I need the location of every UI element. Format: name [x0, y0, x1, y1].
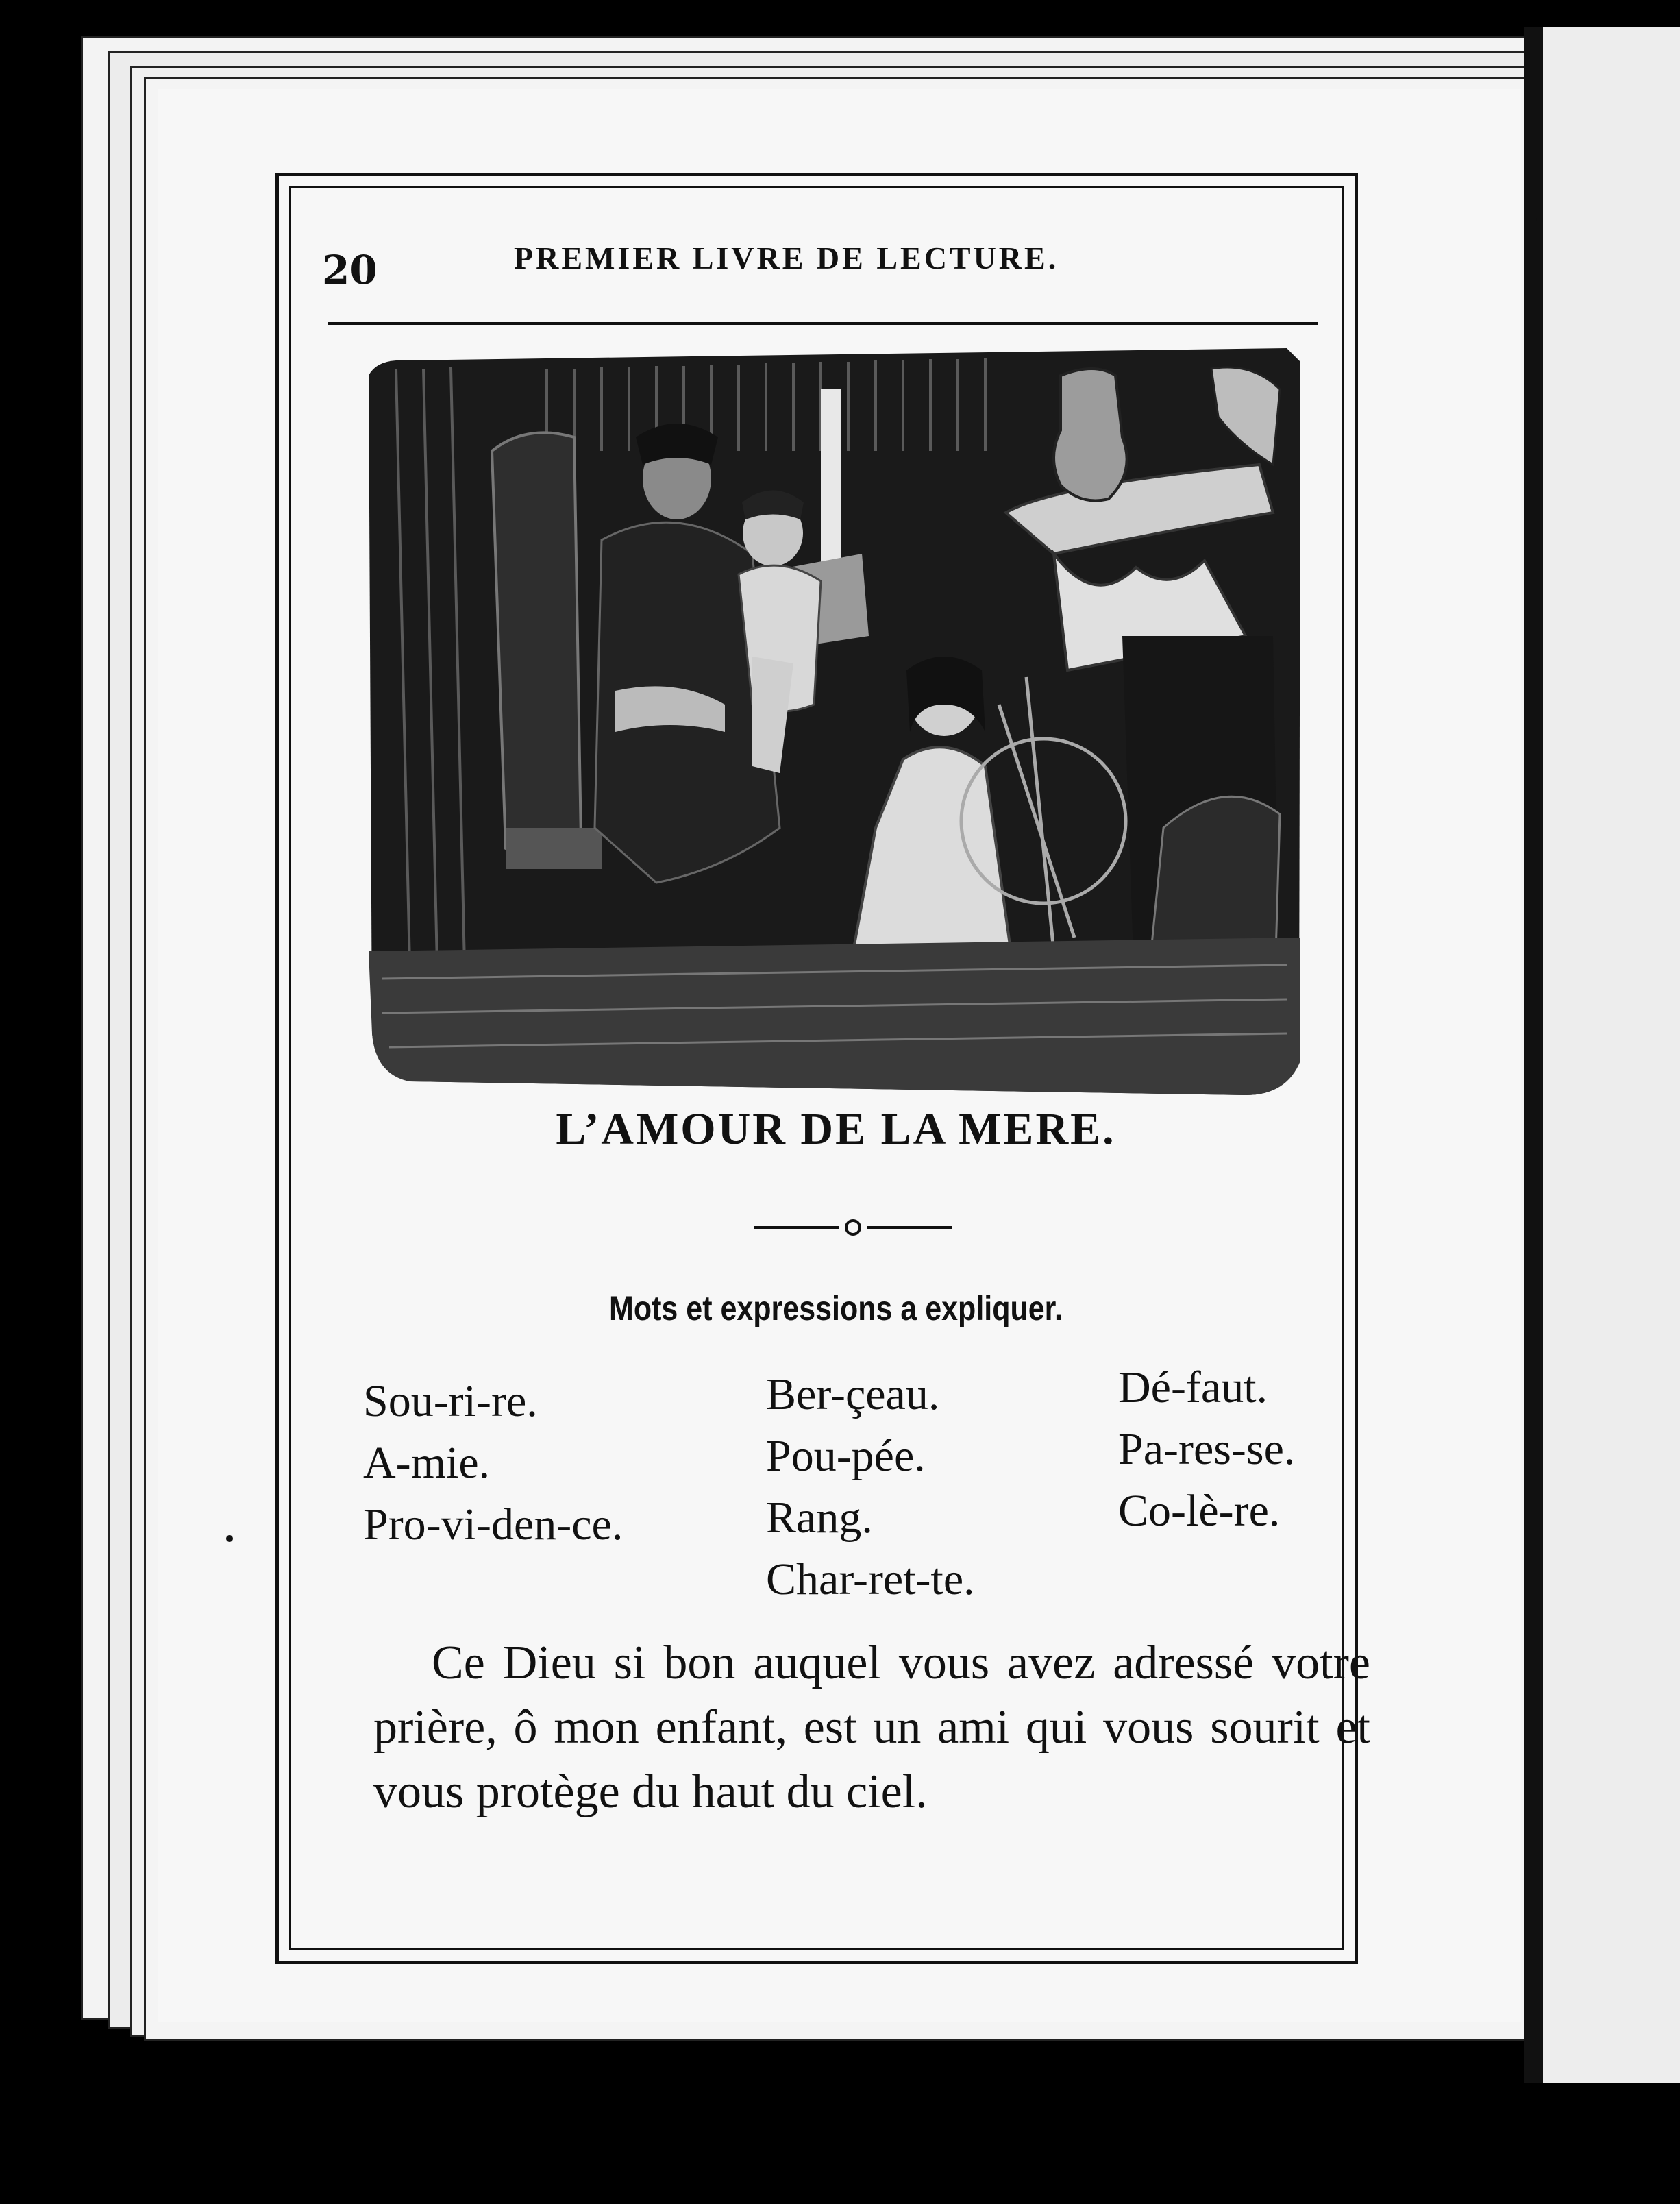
speck: [226, 1535, 233, 1542]
page-number: 20: [322, 247, 378, 293]
vocabulary-word: A-mie.: [363, 1438, 491, 1488]
vocabulary-word: Co-lè-re.: [1118, 1486, 1281, 1536]
vocabulary-word: Pro-vi-den-ce.: [363, 1499, 623, 1550]
ornament-divider-icon: [754, 1217, 952, 1238]
word-column-3: [1118, 1357, 1295, 1542]
word-column-2: [766, 1364, 975, 1611]
lesson-subtitle: Mots et expressions a expliquer.: [609, 1289, 1063, 1327]
lesson-paragraph: Ce Dieu si bon auquel vous avez adressé votre prière, ô mon enfant, est un ami qui vous sourit et vous protège du haut du ciel.: [373, 1637, 1370, 1818]
vocabulary-word: Rang.: [766, 1493, 873, 1543]
facing-page-edge: [1543, 27, 1680, 2083]
vocabulary-word: Ber-çeau.: [766, 1369, 940, 1419]
vocabulary-word: Dé-faut.: [1118, 1362, 1268, 1412]
word-column-1: [363, 1371, 623, 1556]
vocabulary-word: Char-ret-te.: [766, 1554, 975, 1604]
engraving-illustration: [369, 348, 1300, 1095]
vocabulary-word: Sou-ri-re.: [363, 1376, 538, 1426]
speck: [1536, 217, 1543, 223]
lesson-title: L’AMOUR DE LA MERE.: [556, 1104, 1116, 1154]
header-rule: [328, 322, 1318, 325]
running-head: PREMIER LIVRE DE LECTURE.: [514, 241, 1059, 276]
vocabulary-word: Pa-res-se.: [1118, 1424, 1296, 1474]
vocabulary-word: Pou-pée.: [766, 1431, 926, 1481]
